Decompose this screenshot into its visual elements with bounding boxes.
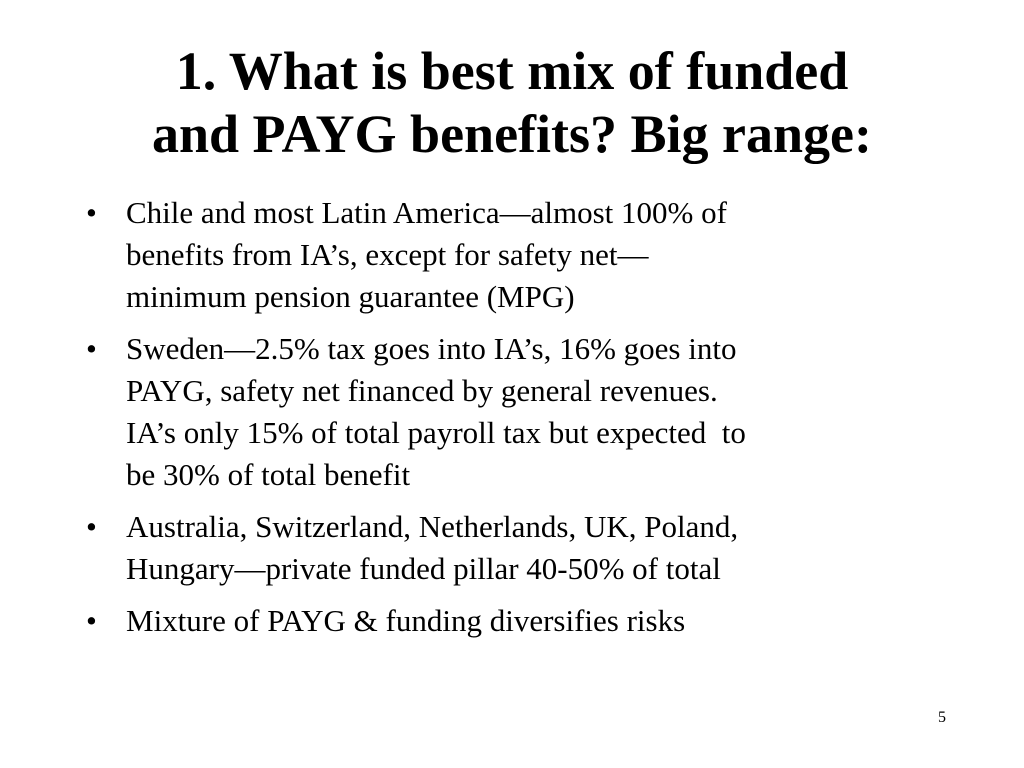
bullet-text-line: IA’s only 15% of total payroll tax but expected to xyxy=(126,415,746,450)
bullet-item-chile xyxy=(86,192,946,318)
bullet-item-sweden xyxy=(86,328,946,496)
bullet-text-line: Chile and most Latin America—almost 100% of xyxy=(126,195,727,230)
bullet-icon: • xyxy=(86,509,97,544)
bullet-text-line: benefits from IA’s, except for safety net— xyxy=(126,237,649,272)
bullet-text-line: Hungary—private funded pillar 40-50% of total xyxy=(126,551,721,586)
bullet-icon: • xyxy=(86,603,97,638)
bullet-text-line: be 30% of total benefit xyxy=(126,457,411,492)
bullet-icon: • xyxy=(86,331,97,366)
bullet-text-line: Australia, Switzerland, Netherlands, UK, Poland, xyxy=(126,509,739,544)
bullet-text-line: minimum pension guarantee (MPG) xyxy=(126,279,575,314)
slide-title xyxy=(60,40,964,166)
bullet-text-line: PAYG, safety net financed by general revenues. xyxy=(126,373,718,408)
bullet-item-mixture xyxy=(86,600,946,642)
slide-number: 5 xyxy=(938,709,946,726)
bullet-text-line: Mixture of PAYG & funding diversifies risks xyxy=(126,603,686,638)
bullet-list xyxy=(86,192,946,642)
slide-title-line: and PAYG benefits? Big range: xyxy=(151,104,873,164)
bullet-icon: • xyxy=(86,195,97,230)
bullet-item-funded-pillar-countries xyxy=(86,506,946,590)
slide-title-line: 1. What is best mix of funded xyxy=(175,41,849,101)
bullet-text-line: Sweden—2.5% tax goes into IA’s, 16% goes into xyxy=(126,331,737,366)
